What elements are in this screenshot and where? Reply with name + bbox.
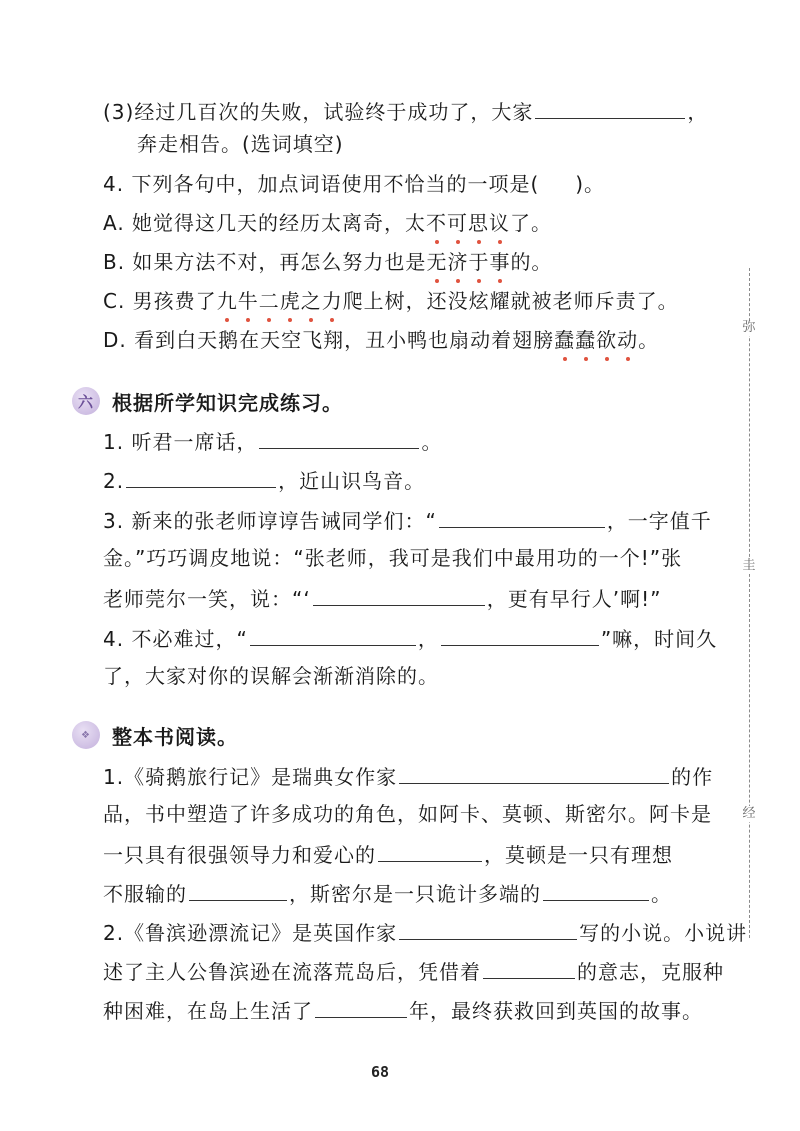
answer-blank[interactable] <box>250 623 416 646</box>
section-7-item-1-line-4: 不服输的 ，斯密尔是一只诡计多端的 。 <box>103 878 672 908</box>
section-6-item-4-line-2: 了，大家对你的误解会渐渐消除的。 <box>103 664 439 688</box>
section-7-header <box>72 720 238 750</box>
dotted-phrase: 九牛二虎之力 <box>216 289 343 313</box>
section-7-item-2-line-1: 2.《鲁滨逊漂流记》是英国作家 写的小说。小说讲 <box>103 917 747 947</box>
section-title: 整本书阅读。 <box>112 724 238 749</box>
margin-character: 圭 <box>742 558 756 573</box>
answer-blank[interactable] <box>378 839 482 862</box>
answer-blank[interactable] <box>399 761 669 784</box>
question-3-3-line-1: (3)经过几百次的失败，试验终于成功了，大家 ， <box>103 96 708 126</box>
section-6-item-4-line-1: 4. 不必难过，“ ， ”嘛，时间久 <box>103 623 717 653</box>
option-d: D. 看到白天鹅在天空飞翔，丑小鸭也扇动着翅膀蠢蠢欲动。 <box>103 328 660 352</box>
dotted-phrase: 不可思议 <box>426 211 511 235</box>
answer-blank[interactable] <box>399 917 577 940</box>
answer-blank[interactable] <box>441 623 599 646</box>
section-6-item-2: 2. ，近山识鸟音。 <box>103 465 425 495</box>
section-6-item-3-line-2: 金。”巧巧调皮地说：“张老师，我可是我们中最用功的一个!”张 <box>103 546 683 570</box>
dotted-phrase: 无济于事 <box>426 250 511 274</box>
section-title: 根据所学知识完成练习。 <box>112 390 343 415</box>
option-b: B. 如果方法不对，再怎么努力也是无济于事的。 <box>103 250 553 274</box>
answer-blank[interactable] <box>315 995 407 1018</box>
section-7-item-2-line-3: 种困难，在岛上生活了 年，最终获救回到英国的故事。 <box>103 995 703 1025</box>
page-number: 68 <box>370 1063 390 1081</box>
answer-blank[interactable] <box>189 878 287 901</box>
section-7-item-1-line-2: 品，书中塑造了许多成功的角色，如阿卡、莫顿、斯密尔。阿卡是 <box>103 802 712 826</box>
section-6-header <box>72 386 343 416</box>
answer-blank[interactable] <box>535 96 685 119</box>
section-7-item-1-line-3: 一只具有很强领导力和爱心的 ，莫顿是一只有理想 <box>103 839 673 869</box>
dotted-phrase: 蠢蠢欲动 <box>554 328 639 352</box>
question-4-stem: 4. 下列各句中，加点词语使用不恰当的一项是( )。 <box>103 172 606 196</box>
section-7-item-1-line-1: 1.《骑鹅旅行记》是瑞典女作家 的作 <box>103 761 713 791</box>
answer-blank[interactable] <box>543 878 649 901</box>
section-number-badge: 六 <box>72 387 100 415</box>
option-a: A. 她觉得这几天的经历太离奇，太不可思议了。 <box>103 211 553 235</box>
section-7-item-2-line-2: 述了主人公鲁滨逊在流落荒岛后，凭借着 的意志，克服种 <box>103 956 724 986</box>
question-3-3-line-2: 奔走相告。(选词填空) <box>137 132 344 156</box>
answer-blank[interactable] <box>439 505 605 528</box>
margin-character: 经 <box>742 806 756 821</box>
answer-blank[interactable] <box>259 426 419 449</box>
answer-blank[interactable] <box>313 583 485 606</box>
section-6-item-1: 1. 听君一席话， 。 <box>103 426 442 456</box>
option-c: C. 男孩费了九牛二虎之力爬上树，还没炫耀就被老师斥责了。 <box>103 289 679 313</box>
answer-blank[interactable] <box>483 956 575 979</box>
book-reading-icon: ❖ <box>72 721 100 749</box>
answer-blank[interactable] <box>126 465 276 488</box>
section-6-item-3-line-1: 3. 新来的张老师谆谆告诫同学们：“ ，一字值千 <box>103 505 712 535</box>
margin-character: 弥 <box>742 320 756 335</box>
section-6-item-3-line-3: 老师莞尔一笑，说：“‘ ，更有早行人’啊!” <box>103 583 661 613</box>
binding-margin-dashed-line <box>749 268 750 938</box>
